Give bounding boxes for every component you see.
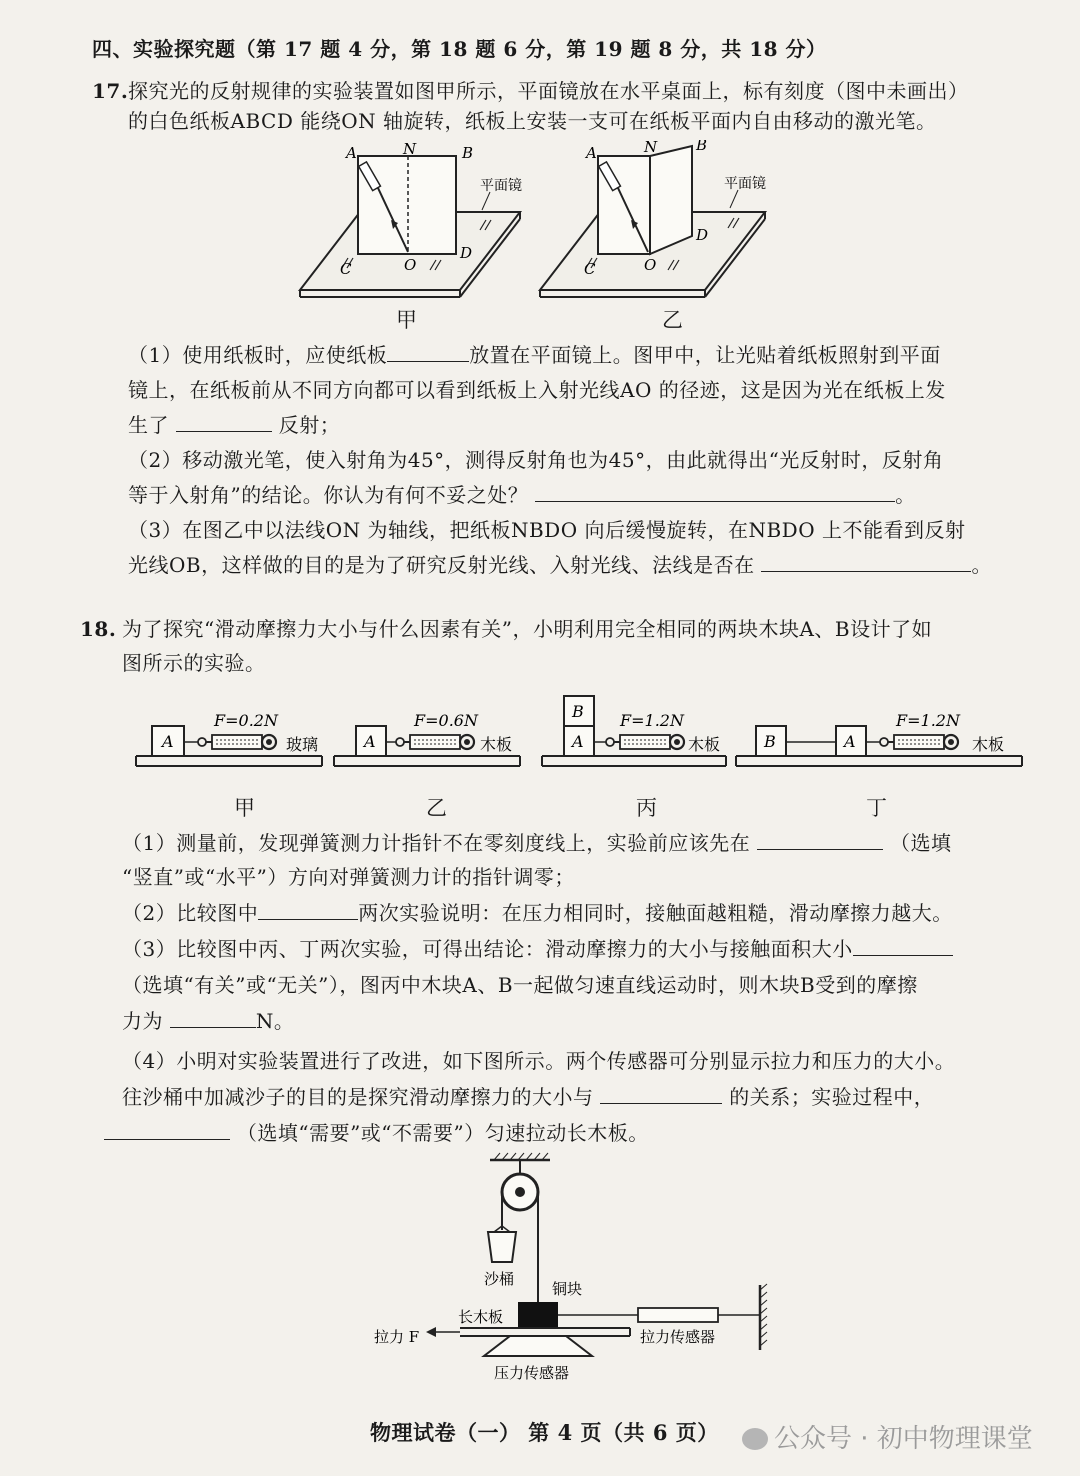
fig-jia-label-D: D: [460, 244, 473, 262]
q18-part4-line1: （4）小明对实验装置进行了改进，如下图所示。两个传感器可分别显示拉力和压力的大小。: [122, 1049, 956, 1073]
q18-caption-yi: 乙: [426, 796, 447, 820]
q18-part1-line1: （1）测量前，发现弹簧测力计指针不在零刻度线上，实验前应该先在 （选填: [122, 831, 952, 855]
fig-ding-surface: 木板: [972, 735, 1005, 754]
q18-number: 18.: [80, 617, 117, 641]
q18-part1-line2: “竖直”或“水平”）方向对弹簧测力计的指针调零；: [122, 865, 575, 889]
fig-jia-label-O: O: [404, 256, 417, 274]
section-heading: 四、实验探究题（第 17 题 4 分，第 18 题 6 分，第 19 题 8 分，共 18 分）: [92, 37, 827, 61]
answer-blank[interactable]: [761, 551, 971, 572]
fig-yi-label-O: O: [644, 256, 657, 274]
q18-part2: （2）比较图中 两次实验说明：在压力相同时，接触面越粗糙，滑动摩擦力越大。: [122, 901, 953, 925]
fig-yi-surface: 木板: [480, 735, 513, 754]
q18-part3-line3: 力为 N。: [122, 1009, 295, 1033]
q17-number: 17.: [92, 79, 129, 103]
answer-blank[interactable]: [176, 411, 272, 432]
q18-caption-ding: 丁: [866, 796, 887, 820]
q18-sensor-apparatus: [360, 1150, 780, 1390]
fig-ding-right-block: A: [844, 732, 856, 751]
answer-blank[interactable]: [757, 829, 883, 850]
fig-jia-mirror-label: 平面镜: [480, 178, 522, 194]
fig-bing-surface: 木板: [688, 735, 721, 754]
fig-yi-label-C: C: [584, 260, 596, 278]
wechat-icon: [742, 1428, 768, 1450]
watermark: 公众号 · 初中物理课堂: [742, 1418, 1033, 1455]
fig2-pull-sensor-label: 拉力传感器: [640, 1328, 716, 1346]
fig2-copper-label: 铜块: [552, 1280, 583, 1298]
answer-blank[interactable]: [600, 1083, 722, 1104]
q17-part1-line2: 镜上，在纸板前从不同方向都可以看到纸板上入射光线AO 的径迹，这是因为光在纸板上发: [128, 378, 946, 402]
fig-jia-label-C: C: [340, 260, 352, 278]
fig-jia-label-N: N: [403, 140, 417, 158]
fig-yi-block: A: [364, 732, 376, 751]
answer-blank[interactable]: [104, 1119, 230, 1140]
fig-ding-left-block: B: [764, 732, 776, 751]
fig-jia-label-B: B: [462, 144, 474, 162]
fig-yi-mirror-label: 平面镜: [724, 176, 766, 192]
answer-blank[interactable]: [170, 1007, 256, 1028]
q18-part4-line2: 往沙桶中加减沙子的目的是探究滑动摩擦力的大小与 的关系；实验过程中，: [122, 1085, 935, 1109]
q17-caption-jia: 甲: [396, 308, 417, 332]
fig-bing-force: F=1.2N: [620, 711, 684, 730]
answer-blank[interactable]: [535, 481, 895, 502]
answer-blank[interactable]: [258, 899, 358, 920]
fig-jia-block: A: [162, 732, 174, 751]
q17-part3-line1: （3）在图乙中以法线ON 为轴线，把纸板NBDO 向后缓慢旋转，在NBDO 上不能看到反射: [128, 518, 966, 542]
q17-stem-line1: 探究光的反射规律的实验装置如图甲所示，平面镜放在水平桌面上，标有刻度（图中未画出）: [128, 79, 969, 103]
page-footer: 物理试卷（一） 第 4 页（共 6 页）: [370, 1420, 719, 1445]
fig-jia-surface: 玻璃: [286, 735, 319, 754]
answer-blank[interactable]: [387, 341, 469, 362]
fig2-bucket-label: 沙桶: [484, 1270, 515, 1288]
q18-friction-figures: [130, 690, 1030, 775]
fig-yi-force: F=0.6N: [414, 711, 478, 730]
q17-part3-line2: 光线OB，这样做的目的是为了研究反射光线、入射光线、法线是否在 。: [128, 553, 992, 577]
fig2-press-sensor-label: 压力传感器: [494, 1364, 570, 1382]
q18-caption-jia: 甲: [234, 796, 255, 820]
fig-jia-force: F=0.2N: [214, 711, 278, 730]
q17-part1-line1: （1）使用纸板时，应使纸板 放置在平面镜上。图甲中，让光贴着纸板照射到平面: [128, 343, 941, 367]
fig-bing-bottom-block: A: [572, 732, 584, 751]
fig-bing-top-block: B: [572, 702, 584, 721]
fig-yi-label-D: D: [696, 226, 709, 244]
q18-part4-line3: （选填“需要”或“不需要”）匀速拉动长木板。: [104, 1118, 649, 1148]
q17-caption-yi: 乙: [662, 308, 683, 332]
q17-part2-line2: 等于入射角”的结论。你认为有何不妥之处？ 。: [128, 483, 916, 507]
q17-part1-line3: 生了 反射；: [128, 413, 341, 437]
fig-jia-label-A: A: [346, 144, 357, 162]
q18-part3-line2: （选填“有关”或“无关”），图丙中木块A、B一起做匀速直线运动时，则木块B受到的摩擦: [122, 973, 918, 997]
q17-figure-jia: [290, 140, 530, 305]
q18-stem-line1: 为了探究“滑动摩擦力大小与什么因素有关”，小明利用完全相同的两块木块A、B设计了如: [122, 617, 933, 641]
fig2-pull-label: 拉力 F: [374, 1328, 420, 1346]
q18-part3-line1: （3）比较图中丙、丁两次实验，可得出结论：滑动摩擦力的大小与接触面积大小: [122, 934, 953, 964]
q17-stem-line2: 的白色纸板ABCD 能绕ON 轴旋转，纸板上安装一支可在纸板平面内自由移动的激光笔。: [128, 109, 937, 133]
fig2-board-label: 长木板: [458, 1308, 504, 1326]
q18-stem-line2: 图所示的实验。: [122, 651, 266, 675]
fig-yi-label-B: B: [696, 140, 708, 154]
q17-part2-line1: （2）移动激光笔，使入射角为45°，测得反射角也为45°，由此就得出“光反射时，反射角: [128, 448, 944, 472]
q17-figure-yi: [530, 140, 790, 305]
fig-yi-label-N: N: [644, 140, 658, 156]
fig-ding-force: F=1.2N: [896, 711, 960, 730]
fig-yi-label-A: A: [586, 144, 597, 162]
answer-blank[interactable]: [853, 935, 953, 956]
q18-caption-bing: 丙: [636, 796, 657, 820]
